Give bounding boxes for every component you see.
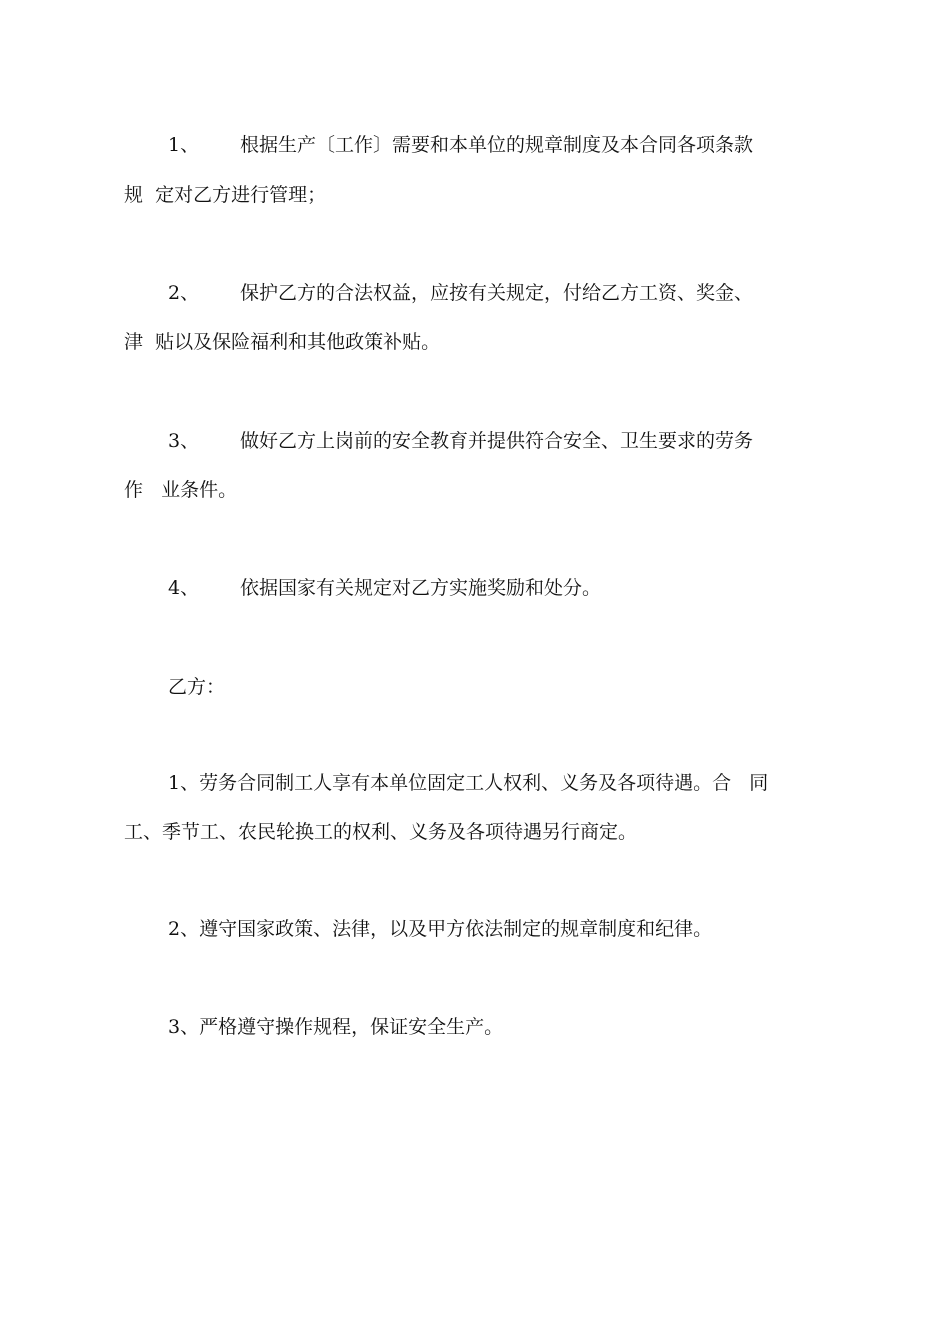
clause-text-line: 做好乙方上岗前的安全教育并提供符合安全、卫生要求的劳务 — [240, 430, 754, 452]
clause-text-line: 作 业条件。 — [124, 479, 238, 501]
clause-text-line: 津 贴以及保险福利和其他政策补贴。 — [124, 331, 441, 353]
clause-number: 3、 — [168, 430, 200, 452]
clause-text-line: 规 定对乙方进行管理； — [124, 184, 327, 206]
party-b-heading: 乙方： — [168, 676, 226, 698]
clause-text-line: 1、劳务合同制工人享有本单位固定工人权利、义务及各项待遇。合 同 — [168, 772, 769, 794]
clause-text-line: 保护乙方的合法权益，应按有关规定，付给乙方工资、奖金、 — [240, 282, 754, 304]
clause-text-line: 3、严格遵守操作规程，保证安全生产。 — [168, 1016, 504, 1038]
clause-text-line: 工、季节工、农民轮换工的权利、义务及各项待遇另行商定。 — [124, 821, 638, 843]
clause-number: 4、 — [168, 577, 200, 599]
clause-text-line: 2、遵守国家政策、法律，以及甲方依法制定的规章制度和纪律。 — [168, 918, 713, 940]
clause-number: 1、 — [168, 134, 200, 156]
clause-text-line: 依据国家有关规定对乙方实施奖励和处分。 — [240, 577, 602, 599]
clause-number: 2、 — [168, 282, 200, 304]
clause-text-line: 根据生产〔工作〕需要和本单位的规章制度及本合同各项条款 — [240, 134, 754, 156]
